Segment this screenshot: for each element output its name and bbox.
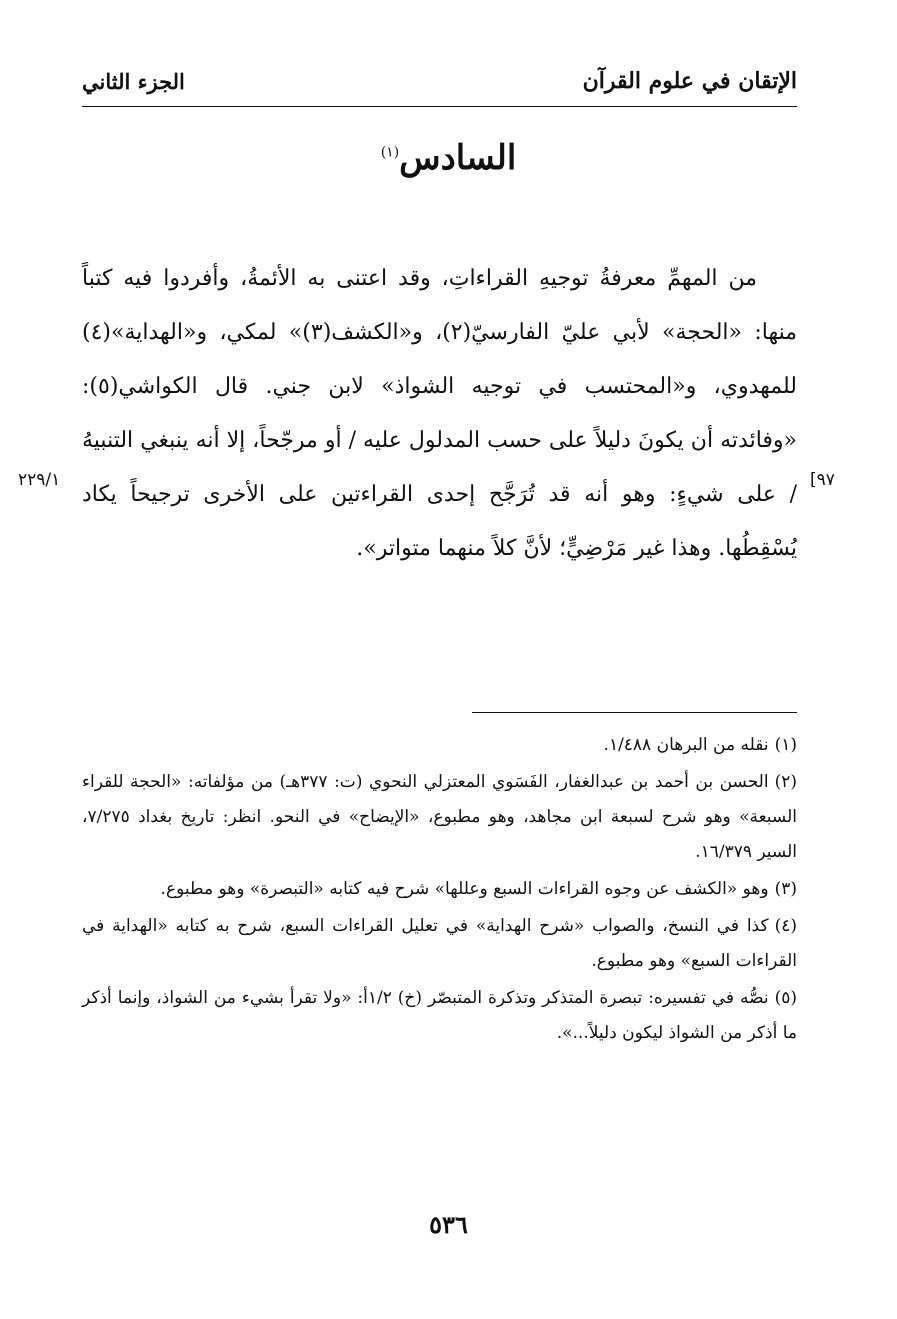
footnote-4	[82, 909, 797, 979]
footnote-text: نصُّه في تفسيره: تبصرة المتذكر وتذكرة المتبصّر (خ) ١/٢أ: «ولا تقرأ بشيء من الشواذ، وإنما أذكر ما أذكر من الشواذ ليكون دليلاً...».	[82, 988, 797, 1043]
footnote-text: وهو «الكشف عن وجوه القراءات السبع وعللها» شرح فيه كتابه «التبصرة» وهو مطبوع.	[160, 879, 769, 899]
footnote-number: (٢)	[774, 772, 798, 792]
section-title	[0, 138, 897, 178]
margin-page-ref-right: [٩٧	[810, 470, 835, 490]
section-title-text: السادس	[399, 138, 517, 178]
footnote-1	[82, 728, 797, 763]
footnote-text: نقله من البرهان ١/٤٨٨.	[603, 735, 769, 755]
footnote-text: كذا في النسخ، والصواب «شرح الهداية» في تعليل القراءات السبع، شرح به كتابه «الهداية في القراءات السبع» وهو مطبوع.	[82, 916, 797, 971]
running-header	[82, 56, 797, 106]
footnote-divider	[472, 712, 797, 713]
page-number: ٥٣٦	[429, 1210, 468, 1239]
main-paragraph: من المهمِّ معرفةُ توجيهِ القراءاتِ، وقد اعتنى به الأئمةُ، وأفردوا فيه كتباً منها: «الحجة» لأبي عليّ الفارسيّ(٢)، و«الكشف(٣)» لمكي، و«الهداية»(٤) للمهدوي، و«المحتسب في توجيه الشواذ» لابن جني. قال الكواشي(٥): «وفائدته أن يكونَ دليلاً على حسب المدلول عليه / أو مرجّحاً، إلا أنه ينبغي التنبيهُ / على شيءٍ: وهو أنه قد تُرَجَّح إحدى القراءتين على الأخرى ترجيحاً يكاد يُسْقِطُها. وهذا غير مَرْضِيٍّ؛ لأنَّ كلاً منهما متواتر».	[82, 266, 798, 561]
section-title-note-ref: (١)	[380, 144, 400, 161]
footnote-number: (١)	[774, 735, 797, 755]
footnote-3	[82, 872, 797, 907]
footnote-number: (٤)	[774, 916, 797, 936]
footnote-5	[82, 981, 797, 1051]
footnotes	[82, 728, 797, 1053]
part-label: الجزء الثاني	[82, 68, 185, 94]
footnote-number: (٥)	[774, 988, 797, 1008]
footnote-2	[82, 765, 797, 870]
margin-page-ref-left: ٢٢٩/١	[18, 470, 61, 490]
footnote-number: (٣)	[774, 879, 797, 899]
header-divider	[82, 106, 797, 107]
main-text	[82, 252, 797, 576]
footnote-text: الحسن بن أحمد بن عبدالغفار، الفَسَوي المعتزلي النحوي (ت: ٣٧٧هـ) من مؤلفاته: «الحجة للقراء السبعة» وهو شرح لسبعة ابن مجاهد، وهو مطبوع، «الإيضاح» في النحو. انظر: تاريخ بغداد ٧/٢٧٥، السير ١٦/٣٧٩.	[82, 772, 797, 862]
book-title: الإتقان في علوم القرآن	[582, 68, 797, 94]
